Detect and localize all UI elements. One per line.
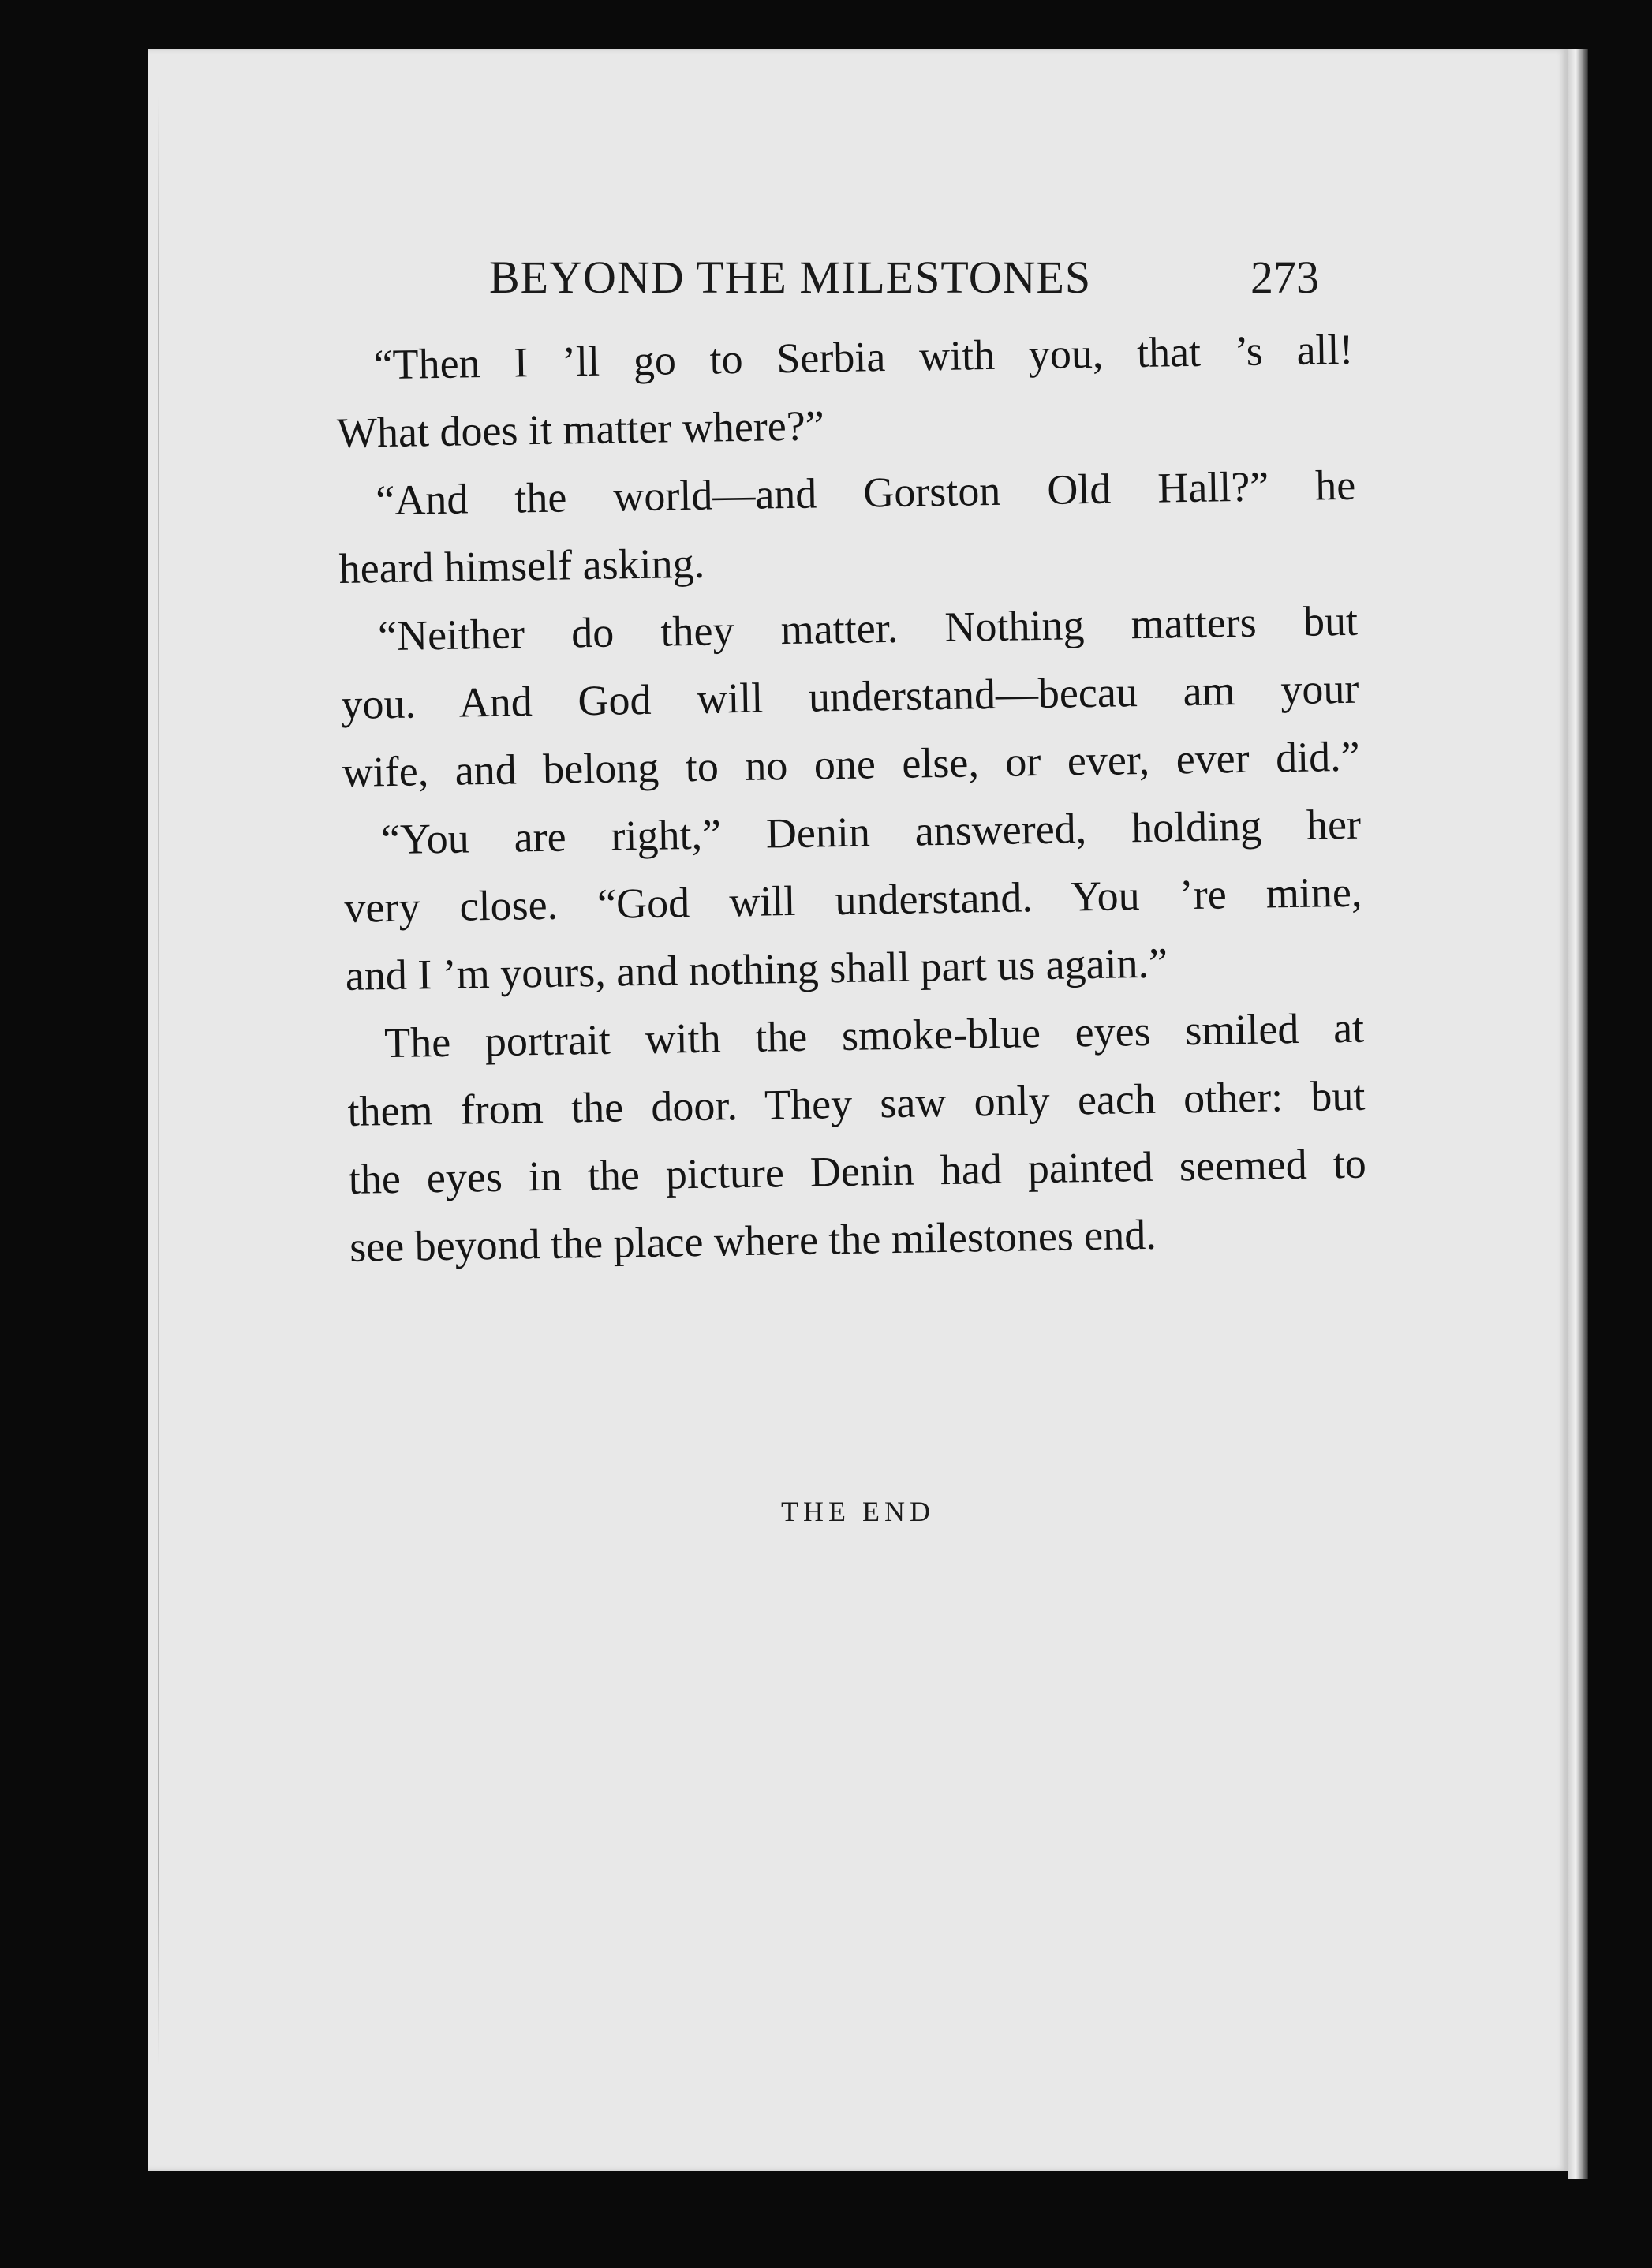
gutter-shadow — [158, 95, 159, 2067]
page-header — [489, 251, 1325, 314]
the-end-mark: THE END — [781, 1496, 935, 1527]
text-line: very close. “God will understand. You ’re mine, — [344, 868, 1362, 932]
text-line: you. And God will understand—becau am your — [340, 664, 1359, 728]
text-line: see beyond the place where the milestones end. — [349, 1210, 1157, 1271]
text-line: them from the door. They saw only each other: but — [347, 1071, 1366, 1135]
text-line: “You are right,” Denin answered, holding her — [380, 800, 1362, 864]
text-line: heard himself asking. — [338, 539, 705, 592]
text-line: and I ’m yours, and nothing shall part us again.” — [345, 939, 1168, 999]
running-title: BEYOND THE MILESTONES — [489, 252, 1092, 303]
page-edge — [1568, 49, 1588, 2179]
text-line: the eyes in the picture Denin had painted seemed to — [348, 1139, 1367, 1203]
text-line: wife, and belong to no one else, or ever, ever did.” — [342, 732, 1361, 796]
text-line: The portrait with the smoke-blue eyes smiled at — [383, 1003, 1365, 1067]
text-line: What does it matter where?” — [336, 402, 825, 457]
text-line: “And the world—and Gorston Old Hall?” he — [375, 461, 1356, 525]
text-line: “Neither do they matter. Nothing matters but — [377, 596, 1359, 660]
text-line: “Then I ’ll go to Serbia with you, that ’s all! — [373, 325, 1354, 389]
body-text — [335, 316, 1368, 1281]
page-number: 273 — [1250, 252, 1319, 303]
